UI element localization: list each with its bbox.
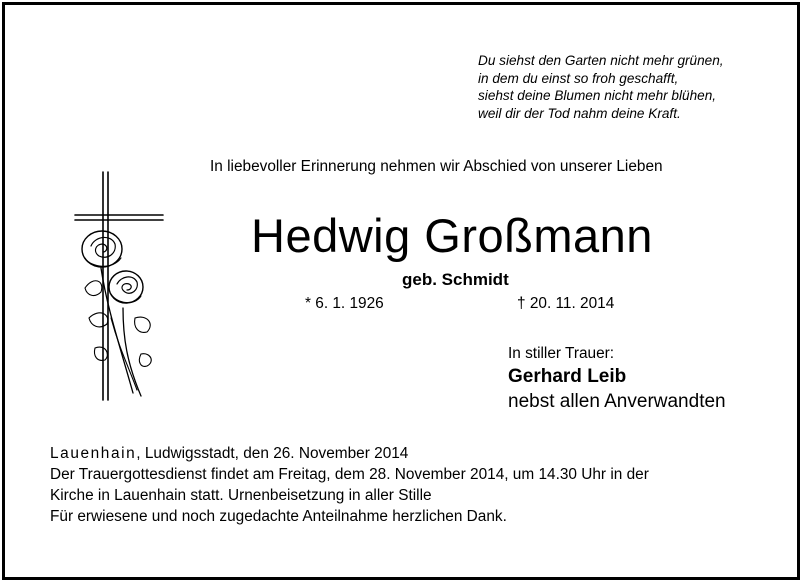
thanks-line: Für erwiesene und noch zugedachte Anteilnahme herzlichen Dank. [50, 508, 507, 525]
cross-with-roses-icon [71, 168, 171, 408]
obituary-notice [2, 2, 800, 580]
service-line: Der Trauergottesdienst findet am Freitag, dem 28. November 2014, um 14.30 Uhr in der [50, 466, 649, 483]
place-date-line [50, 443, 770, 464]
deceased-name: Hedwig Großmann [251, 209, 653, 262]
mourner-name: Gerhard Leib [508, 366, 627, 387]
birth-date: * 6. 1. 1926 [305, 295, 384, 312]
mourner-relatives: nebst allen Anverwandten [508, 391, 726, 412]
poem-line: in dem du einst so froh geschafft, [478, 70, 679, 86]
death-date: † 20. 11. 2014 [517, 295, 615, 312]
maiden-name: geb. Schmidt [402, 270, 509, 289]
poem [478, 52, 778, 122]
intro-text: In liebevoller Erinnerung nehmen wir Abschied von unserer Lieben [210, 158, 663, 175]
mourners-intro: In stiller Trauer: [508, 345, 615, 362]
poem-line: siehst deine Blumen nicht mehr blühen, [478, 88, 717, 103]
notice-text [50, 443, 770, 527]
poem-line: weil dir der Tod nahm deine Kraft. [478, 105, 681, 121]
place-name: Lauenhain [50, 445, 137, 462]
service-line: Kirche in Lauenhain statt. Urnenbeisetzung in aller Stille [50, 487, 432, 504]
poem-line: Du siehst den Garten nicht mehr grünen, [478, 53, 724, 68]
place-date-rest: , Ludwigsstadt, den 26. November 2014 [136, 445, 409, 462]
